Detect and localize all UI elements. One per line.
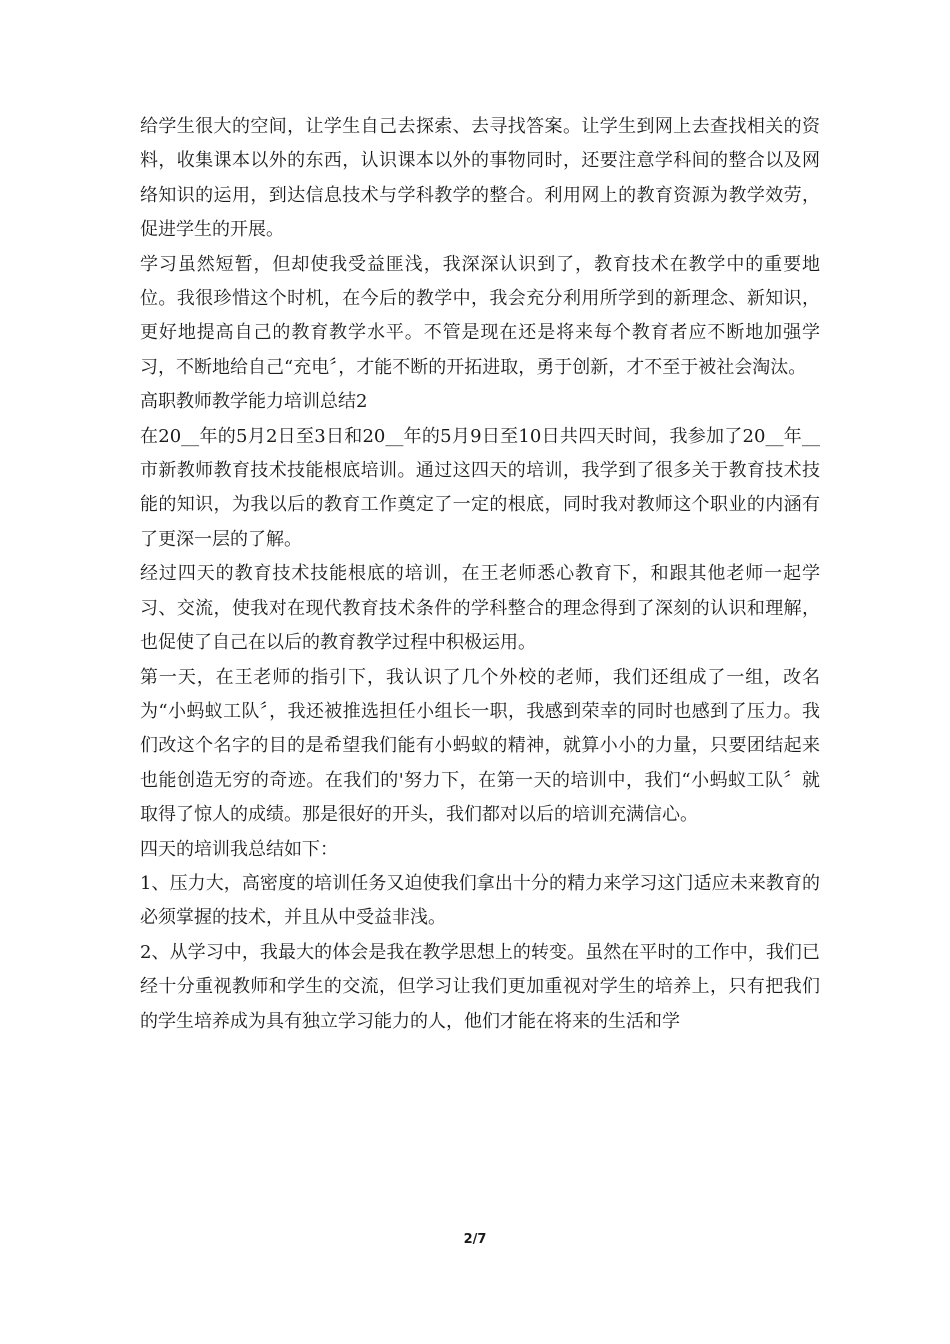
- paragraph-7: 1、压力大，高密度的培训任务又迫使我们拿出十分的精力来学习这门适应未来教育的必须掌握的技术，并且从中受益非浅。: [140, 872, 820, 929]
- paragraph-6: 四天的培训我总结如下：: [140, 838, 338, 860]
- paragraph-2: 学习虽然短暂，但却使我受益匪浅，我深深认识到了，教育技术在教学中的重要地位。我很珍惜这个时机，在今后的教学中，我会充分利用所学到的新理念、新知识，更好地提高自己的教育教学水平。不管是现在还是将来每个教育者应不断地加强学习，不断地给自己“充电〞，才能不断的开拓进取，勇于创新，才不至于被社会淘汰。: [140, 253, 820, 378]
- paragraph-4: 经过四天的教育技术技能根底的培训，在王老师悉心教育下，和跟其他老师一起学习、交流，使我对在现代教育技术条件的学科整合的理念得到了深刻的认识和理解，也促使了自己在以后的教育教学过程中积极运用。: [140, 563, 820, 654]
- paragraph-5: 第一天，在王老师的指引下，我认识了几个外校的老师，我们还组成了一组，改名为“小蚂蚁工队〞，我还被推选担任小组长一职，我感到荣幸的同时也感到了压力。我们改这个名字的目的是希望我们能有小蚂蚁的精神，就算小小的力量，只要团结起来也能创造无穷的奇迹。在我们的'努力下，在第一天的培训中，我们“小蚂蚁工队〞就取得了惊人的成绩。那是很好的开头，我们都对以后的培训充满信心。: [140, 666, 820, 826]
- paragraph-1: 给学生很大的空间，让学生自己去探索、去寻找答案。让学生到网上去查找相关的资料，收集课本以外的东西，认识课本以外的事物同时，还要注意学科间的整合以及网络知识的运用，到达信息技术与学科教学的整合。利用网上的教育资源为教学效劳，促进学生的开展。: [140, 116, 820, 241]
- document-body: [140, 110, 820, 1039]
- page-number: 2/7: [463, 1232, 487, 1247]
- paragraph-8: 2、从学习中，我最大的体会是我在教学思想上的转变。虽然在平时的工作中，我们已经十分重视教师和学生的交流，但学习让我们更加重视对学生的培养上，只有把我们的学生培养成为具有独立学习能力的人，他们才能在将来的生活和学: [140, 941, 820, 1032]
- paragraph-3: 在20__年的5月2日至3日和20__年的5月9日至10日共四天时间，我参加了20__年__市新教师教育技术技能根底培训。通过这四天的培训，我学到了很多关于教育技术技能的知识，为我以后的教育工作奠定了一定的根底，同时我对教师这个职业的内涵有了更深一层的了解。: [140, 425, 820, 550]
- section-heading: 高职教师教学能力培训总结2: [140, 391, 368, 413]
